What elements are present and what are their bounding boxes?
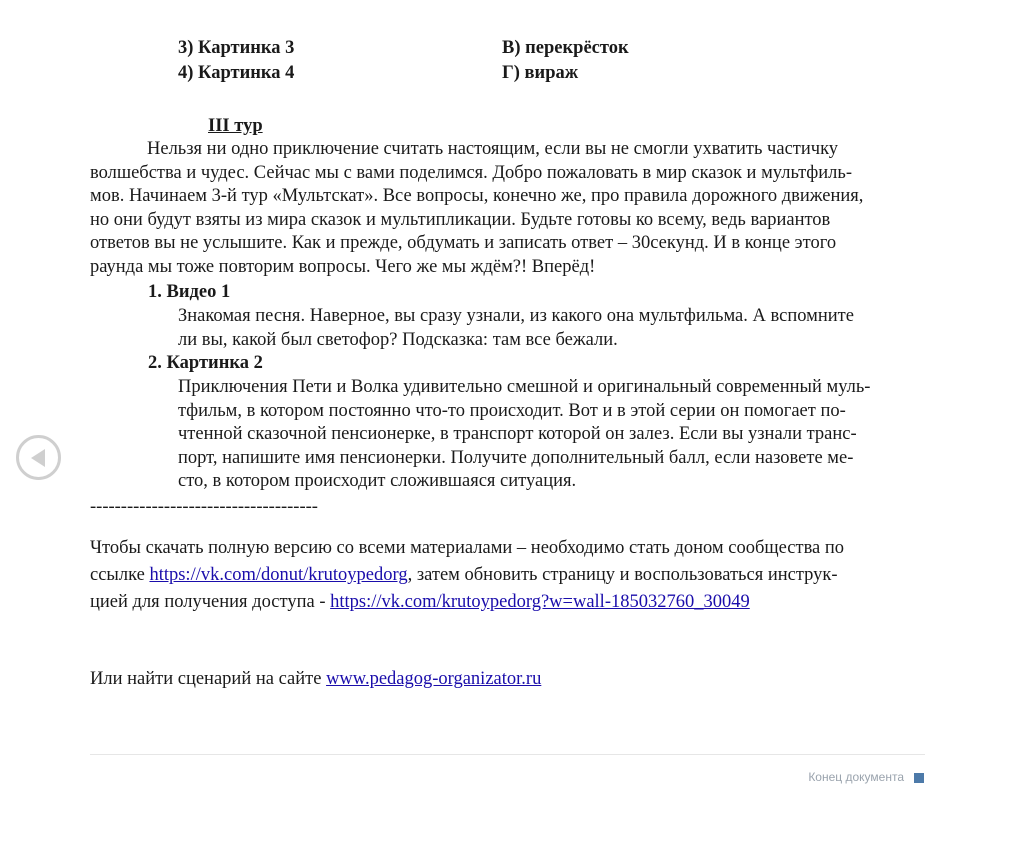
donut-link[interactable]: https://vk.com/donut/krutoypedorg — [149, 565, 408, 585]
intro-line: мов. Начинаем 3-й тур «Мультскат». Все вопросы, конечно же, про правила дорожного движения, — [90, 186, 864, 207]
intro-line: волшебства и чудес. Сейчас мы с вами поделимся. Добро пожаловать в мир сказок и мультфиль- — [90, 162, 852, 183]
end-square-icon — [914, 773, 924, 783]
download-line-1: Чтобы скачать полную версию со всеми материалами – необходимо стать доном сообщества по — [90, 538, 845, 558]
item-line: ли вы, какой был светофор? Подсказка: там все бежали. — [178, 329, 618, 350]
pair-right-3: В) перекрёсток — [502, 38, 629, 58]
item-heading-1: 1. Видео 1 — [148, 282, 231, 302]
item-heading-2: 2. Картинка 2 — [148, 353, 263, 373]
download-line-3: цией для получения доступа - https://vk.com/krutoypedorg?w=wall-185032760_30049 — [90, 592, 750, 612]
download-line-2: ссылке https://vk.com/donut/krutoypedorg, затем обновить страницу и воспользоваться инструк- — [90, 565, 838, 585]
previous-page-button[interactable] — [16, 435, 61, 480]
item-line: Знакомая песня. Наверное, вы сразу узнали, из какого она мультфильма. А вспомните — [178, 306, 854, 326]
item-text-2 — [178, 376, 925, 494]
intro-paragraph — [90, 138, 925, 280]
intro-line: но они будут взяты из мира сказок и мультипликации. Будьте готовы ко всему, ведь вариантов — [90, 209, 831, 230]
item-text-1 — [178, 305, 925, 352]
end-of-document-label: Конец документа — [808, 770, 904, 784]
item-line: чтенной сказочной пенсионерке, в транспорт которой он залез. Если вы узнали транс- — [178, 424, 857, 445]
pair-left-4: 4) Картинка 4 — [178, 63, 295, 83]
item-line: тфильм, в котором постоянно что-то происходит. Вот и в этой серии он помогает по- — [178, 400, 846, 421]
intro-line: раунда мы тоже повторим вопросы. Чего же мы ждём?! Вперёд! — [90, 256, 596, 277]
item-line: порт, напишите имя пенсионерки. Получите дополнительный балл, если назовете ме- — [178, 447, 854, 468]
site-line: Или найти сценарий на сайте www.pedagog-organizator.ru — [90, 669, 542, 689]
footer-divider — [90, 754, 925, 755]
site-link[interactable]: www.pedagog-organizator.ru — [326, 669, 542, 689]
item-line: сто, в котором происходит сложившаяся ситуация. — [178, 471, 577, 492]
intro-line: ответов вы не услышите. Как и прежде, обдумать и записать ответ – 30секунд. И в конце этого — [90, 233, 837, 254]
intro-line: Нельзя ни одно приключение считать настоящим, если вы не смогли ухватить частичку — [147, 139, 839, 159]
pair-left-3: 3) Картинка 3 — [178, 38, 295, 58]
round-title: III тур — [208, 116, 263, 136]
dashed-separator: ------------------------------------- — [90, 497, 318, 517]
download-paragraph — [90, 535, 925, 616]
item-line: Приключения Пети и Волка удивительно смешной и оригинальный современный муль- — [178, 377, 871, 397]
wall-post-link[interactable]: https://vk.com/krutoypedorg?w=wall-185032760_30049 — [330, 592, 750, 612]
pair-right-4: Г) вираж — [502, 63, 579, 83]
arrow-left-icon — [31, 449, 45, 467]
